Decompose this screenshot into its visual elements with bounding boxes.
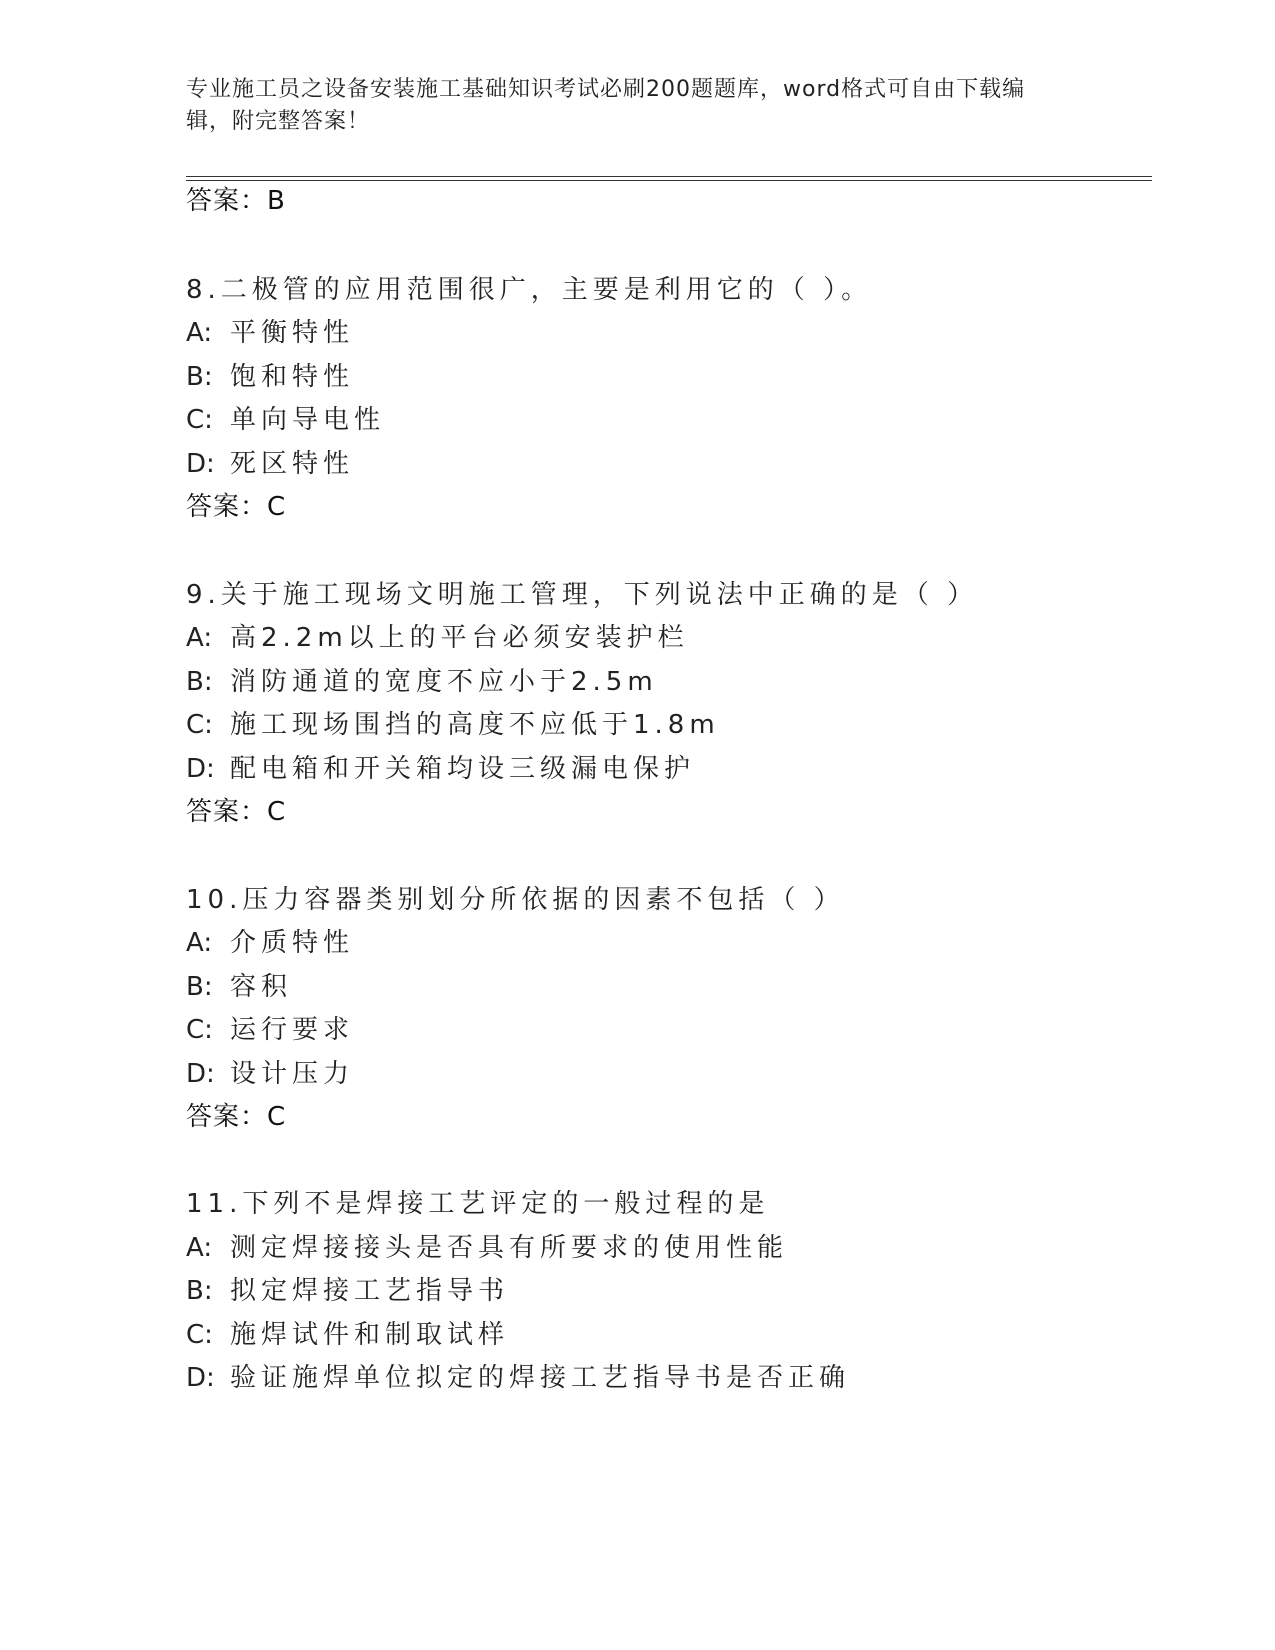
option-text: 介质特性 [230,928,355,958]
question-8-option-d [186,449,354,479]
question-9-stem: 9.关于施工现场文明施工管理，下列说法中正确的是（ ） [186,580,979,610]
question-11-option-b [186,1276,509,1306]
option-key: A: [186,318,213,348]
option-key: D: [186,1363,215,1393]
option-key: D: [186,449,215,479]
question-9-option-d [186,754,695,784]
option-key: A: [186,1233,213,1263]
option-text: 设计压力 [230,1059,355,1089]
option-text: 单向导电性 [230,405,386,435]
option-text: 饱和特性 [230,362,355,392]
question-10-option-d [186,1059,354,1089]
question-8-stem: 8.二极管的应用范围很广，主要是利用它的（ ）。 [186,275,873,305]
question-9-option-b [186,667,658,697]
option-text: 施焊试件和制取试样 [230,1320,510,1350]
option-key: B: [186,1276,213,1306]
question-11-stem: 11.下列不是焊接工艺评定的一般过程的是 [186,1189,770,1219]
question-10-option-c [186,1015,354,1045]
question-8-option-a [186,318,354,348]
option-text: 验证施焊单位拟定的焊接工艺指导书是否正确 [230,1363,851,1393]
question-9-option-c [186,710,720,740]
option-key: B: [186,667,213,697]
question-8-option-b [186,362,354,392]
option-text: 配电箱和开关箱均设三级漏电保护 [230,754,696,784]
question-8-answer: 答案：C [186,492,287,522]
option-key: C: [186,710,213,740]
question-11-option-d [186,1363,850,1393]
question-8-option-c [186,405,385,435]
question-10-answer: 答案：C [186,1102,287,1132]
option-key: C: [186,1015,213,1045]
option-text: 高2.2m以上的平台必须安装护栏 [230,623,689,653]
question-10-option-a [186,928,354,958]
option-text: 平衡特性 [230,318,355,348]
option-text: 运行要求 [230,1015,355,1045]
option-text: 消防通道的宽度不应小于2.5m [230,667,658,697]
option-key: A: [186,928,213,958]
header-divider [186,176,1152,181]
option-key: B: [186,362,213,392]
option-key: D: [186,754,215,784]
option-key: A: [186,623,213,653]
option-text: 施工现场围挡的高度不应低于1.8m [230,710,720,740]
option-text: 测定焊接接头是否具有所要求的使用性能 [230,1233,789,1263]
question-10-option-b [186,972,292,1002]
question-9-option-a [186,623,689,653]
document-header: 专业施工员之设备安装施工基础知识考试必刷200题题库，word格式可自由下载编辑，附完整答案！ [186,77,1026,134]
question-10-stem: 10.压力容器类别划分所依据的因素不包括（ ） [186,885,845,915]
previous-answer: 答案：B [186,186,286,216]
option-text: 容积 [230,972,293,1002]
question-11-option-a [186,1233,788,1263]
option-text: 拟定焊接工艺指导书 [230,1276,510,1306]
option-key: D: [186,1059,215,1089]
option-key: C: [186,405,213,435]
option-key: B: [186,972,213,1002]
question-11-option-c [186,1320,509,1350]
option-text: 死区特性 [230,449,355,479]
question-9-answer: 答案：C [186,797,287,827]
option-key: C: [186,1320,213,1350]
